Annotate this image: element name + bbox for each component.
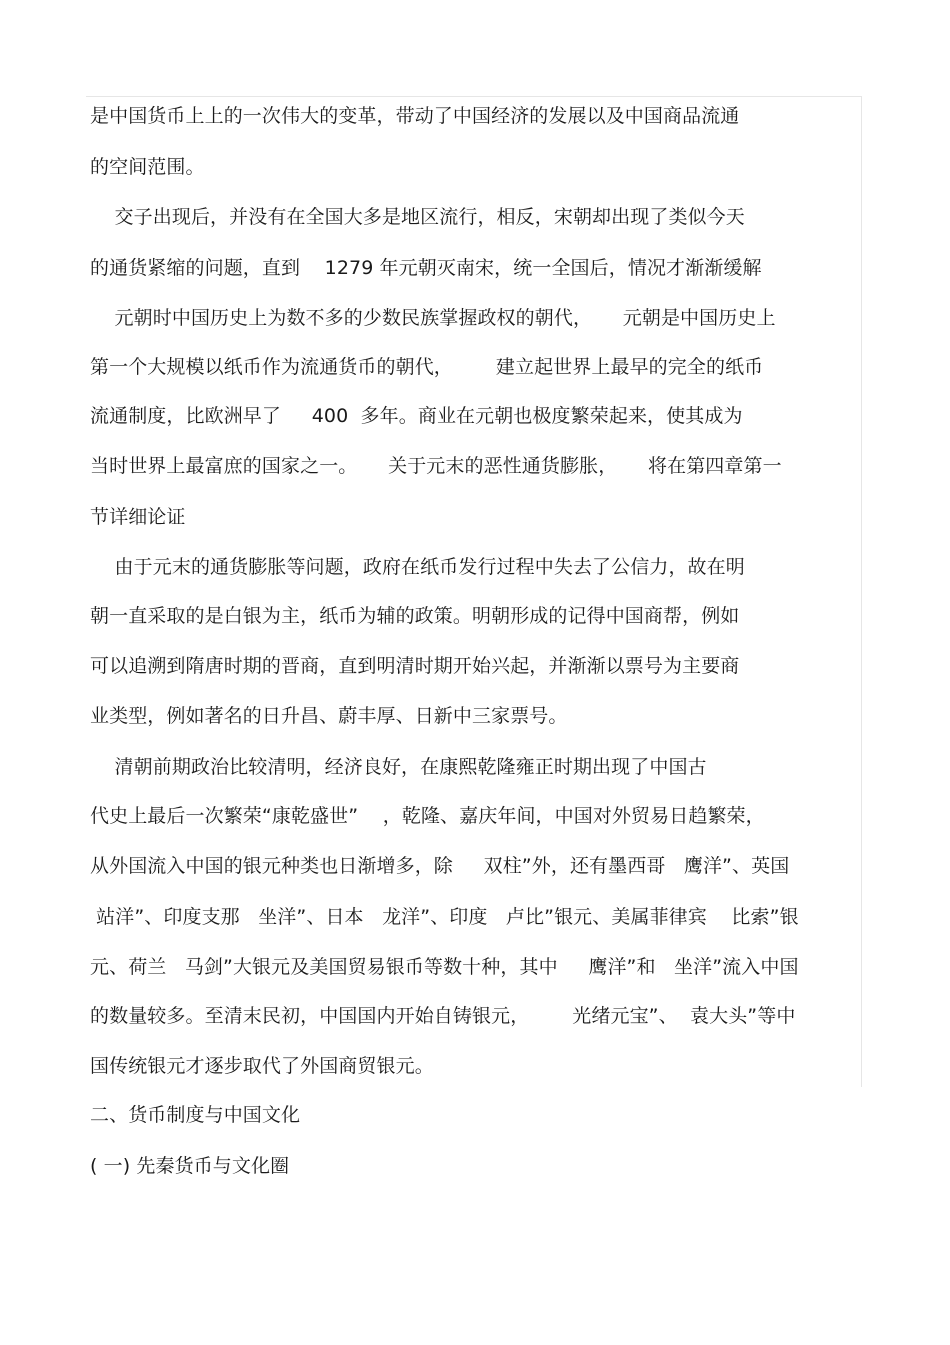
- text-line: 可以追溯到隋唐时期的晋商，直到明清时期开始兴起，并渐渐以票号为主要商: [90, 655, 740, 677]
- section-heading: 二、货币制度与中国文化: [90, 1104, 301, 1126]
- text-line: 的空间范围。: [90, 156, 205, 178]
- text-line: 由于元末的通货膨胀等问题，政府在纸币发行过程中失去了公信力，故在明: [90, 556, 745, 578]
- text-line: 节详细论证: [90, 506, 186, 528]
- text-line: 的通货紧缩的问题，直到 1279 年元朝灭南宋，统一全国后，情况才渐渐缓解: [90, 257, 762, 279]
- text-line: 元、荷兰 马剑”大银元及美国贸易银币等数十种，其中 鹰洋”和 坐洋”流入中国: [90, 956, 799, 978]
- text-line: 从外国流入中国的银元种类也日渐增多，除 双柱”外，还有墨西哥 鹰洋”、英国: [90, 855, 790, 877]
- text-line: 业类型，例如著名的日升昌、蔚丰厚、日新中三家票号。: [90, 705, 568, 727]
- text-line: 是中国货币上上的一次伟大的变革，带动了中国经济的发展以及中国商品流通: [90, 105, 740, 127]
- text-line: 代史上最后一次繁荣“康乾盛世” ，乾隆、嘉庆年间，中国对外贸易日趋繁荣，: [90, 805, 765, 827]
- subsection-heading: ( 一) 先秦货币与文化圈: [90, 1155, 290, 1177]
- text-line: 流通制度，比欧洲早了 400 多年。商业在元朝也极度繁荣起来，使其成为: [90, 405, 743, 427]
- text-line: 当时世界上最富庶的国家之一。 关于元末的恶性通货膨胀， 将在第四章第一: [90, 455, 782, 477]
- text-line: 清朝前期政治比较清明，经济良好，在康熙乾隆雍正时期出现了中国古: [90, 756, 707, 778]
- text-frame: [86, 96, 862, 1087]
- text-line: 元朝时中国历史上为数不多的少数民族掌握政权的朝代， 元朝是中国历史上: [90, 307, 776, 329]
- text-line: 的数量较多。至清末民初，中国国内开始自铸银元， 光绪元宝”、 袁大头”等中: [90, 1005, 796, 1027]
- text-line: 国传统银元才逐步取代了外国商贸银元。: [90, 1055, 434, 1077]
- text-line: 朝一直采取的是白银为主，纸币为辅的政策。明朝形成的记得中国商帮，例如: [90, 605, 740, 627]
- text-line: 站洋”、印度支那 坐洋”、日本 龙洋”、印度 卢比”银元、美属菲律宾 比索”银: [90, 906, 799, 928]
- text-line: 交子出现后，并没有在全国大多是地区流行，相反，宋朝却出现了类似今天: [90, 206, 745, 228]
- text-line: 第一个大规模以纸币作为流通货币的朝代， 建立起世界上最早的完全的纸币: [90, 356, 764, 378]
